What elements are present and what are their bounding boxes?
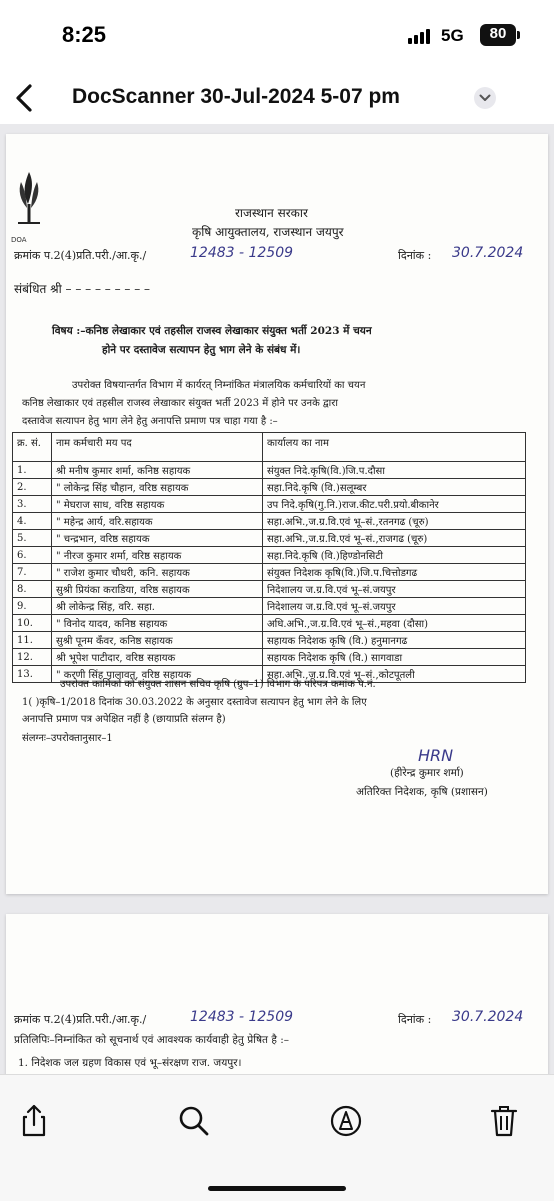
table-cell-serial: 3. [13, 496, 52, 513]
signature-scrawl: HRN [418, 746, 454, 765]
table-cell-employee: " चन्द्रभान, वरिष्ठ सहायक [52, 530, 263, 547]
table-row [13, 615, 526, 632]
table-cell-employee: " महेन्द्र आर्य, वरि.सहायक [52, 513, 263, 530]
paragraph-line-2: कनिष्ठ लेखाकार एवं तहसील राजस्व लेखाकार संयुक्त भर्ती 2023 में होने पर उनके द्वारा [22, 398, 338, 409]
date-label: दिनांक : [398, 249, 432, 262]
table-cell-employee: " विनोद यादव, कनिष्ठ सहायक [52, 615, 263, 632]
table-row [13, 632, 526, 649]
department-logo-icon [12, 168, 46, 238]
table-cell-office: सहा.अभि.,ज.ग्र.वि.एवं भू–सं.,राजगढ (चूरु) [263, 530, 526, 547]
subject-line-2: होने पर दस्तावेज सत्यापन हेतु भाग लेने के संबंध में। [102, 344, 301, 356]
date-value: 30.7.2024 [452, 245, 524, 261]
office-heading: कृषि आयुक्तालय, राजस्थान जयपुर [192, 225, 344, 239]
back-chevron-icon[interactable] [8, 78, 44, 118]
copy-intro-line: प्रतिलिपिः–निम्नांकित को सूचनार्थ एवं आवश्यक कार्यवाही हेतु प्रेषित है :– [14, 1034, 290, 1046]
table-row [13, 649, 526, 666]
table-cell-serial: 1. [13, 462, 52, 479]
status-bar [0, 0, 554, 72]
signer-name: (हीरेन्द्र कुमार शर्मा) [390, 767, 464, 779]
copy-reference-number: 12483 - 12509 [190, 1009, 294, 1025]
table-cell-serial: 2. [13, 479, 52, 496]
table-cell-office: उप निदे.कृषि(गु.नि.)राज.कीट.परी.प्रयो.बीकानेर [263, 496, 526, 513]
table-cell-employee: श्री मनीष कुमार शर्मा, कनिष्ठ सहायक [52, 462, 263, 479]
table-cell-employee: " लोकेन्द्र सिंह चौहान, वरिष्ठ सहायक [52, 479, 263, 496]
share-icon [14, 1101, 54, 1141]
table-row [13, 581, 526, 598]
reference-label: क्रमांक प.2(4)प्रति.परी./आ.कृ./ [14, 249, 147, 262]
document-page-2 [6, 914, 548, 1074]
table-cell-serial: 6. [13, 547, 52, 564]
table-cell-office: सहायक निदेशक कृषि (वि.) हनुमानगढ [263, 632, 526, 649]
enclosure-line: संलग्नः–उपरोक्तानुसार–1 [22, 733, 113, 744]
table-row [13, 564, 526, 581]
table-cell-serial: 7. [13, 564, 52, 581]
document-title[interactable]: DocScanner 30-Jul-2024 5-07 pm [72, 85, 400, 108]
table-cell-employee: श्री भूपेश पाटीदार, वरिष्ठ सहायक [52, 649, 263, 666]
note-line-3: अनापत्ति प्रमाण पत्र अपेक्षित नहीं है (छायाप्रति संलग्न है) [22, 714, 226, 725]
column-header-employee: नाम कर्मचारी मय पद [52, 433, 263, 462]
table-cell-serial: 5. [13, 530, 52, 547]
battery-icon [480, 24, 516, 46]
government-heading: राजस्थान सरकार [235, 206, 308, 220]
table-cell-serial: 13. [13, 666, 52, 683]
table-cell-serial: 11. [13, 632, 52, 649]
addressee-line: संबंधित श्री – – – – – – – – – [14, 282, 151, 296]
battery-tip [517, 31, 520, 39]
column-header-office: कार्यालय का नाम [263, 433, 526, 462]
column-header-serial: क्र. सं. [13, 433, 52, 462]
table-cell-office: निदेशालय ज.ग्र.वि.एवं भू–सं.जयपुर [263, 581, 526, 598]
table-cell-office: निदेशालय ज.ग्र.वि.एवं भू–सं.जयपुर [263, 598, 526, 615]
table-cell-office: संयुक्त निदेशक कृषि(वि.)जि.प.चित्तोडगढ [263, 564, 526, 581]
table-cell-serial: 8. [13, 581, 52, 598]
search-icon [174, 1101, 214, 1141]
table-row [13, 513, 526, 530]
table-cell-employee: " करणी सिंह पालावत्, वरिष्ठ सहायक [52, 666, 263, 683]
markup-icon [326, 1101, 366, 1141]
table-row [13, 530, 526, 547]
home-indicator[interactable] [208, 1186, 346, 1191]
cellular-signal-icon [408, 28, 434, 44]
search-button[interactable] [174, 1101, 214, 1141]
markup-button[interactable] [326, 1101, 366, 1141]
staff-table-body [13, 462, 526, 683]
table-cell-employee: " राजेश कुमार चौधरी, कनि. सहायक [52, 564, 263, 581]
table-row [13, 462, 526, 479]
table-cell-office: सहा.अभि.,ज.ग्र.वि.एवं भू–सं.,कोटपूतली [263, 666, 526, 683]
table-cell-office: अधि.अभि.,ज.ग्र.वि.एवं भू–सं.,महवा (दौसा) [263, 615, 526, 632]
table-cell-office: सहा.अभि.,ज.ग्र.वि.एवं भू–सं.,रतनगढ (चूरु) [263, 513, 526, 530]
logo-label: DOA [11, 236, 27, 244]
table-cell-employee: " नीरज कुमार शर्मा, वरिष्ठ सहायक [52, 547, 263, 564]
table-cell-office: सहा.निदे.कृषि (वि.)हिण्डोनसिटी [263, 547, 526, 564]
chevron-down-icon [479, 93, 491, 103]
title-menu-button[interactable] [474, 87, 496, 109]
battery-level: 80 [489, 25, 507, 42]
table-cell-serial: 9. [13, 598, 52, 615]
table-row [13, 547, 526, 564]
table-cell-office: सहायक निदेशक कृषि (वि.) सागवाडा [263, 649, 526, 666]
navigation-bar [0, 72, 554, 124]
table-row [13, 496, 526, 513]
document-viewer[interactable] [0, 124, 554, 1074]
table-cell-employee: श्री लोकेन्द्र सिंह, वरि. सहा. [52, 598, 263, 615]
paragraph-line-3: दस्तावेज सत्यापन हेतु भाग लेने हेतु अनापत्ति प्रमाण पत्र चाहा गया है :– [22, 416, 278, 427]
document-page-1 [6, 134, 548, 894]
table-cell-employee: सुश्री पूनम कँवर, कनिष्ठ सहायक [52, 632, 263, 649]
note-line-1: उपरोक्त कार्मिकों को संयुक्त शासन सचिव कृषि (ग्रुप–1) विभाग के परिपत्र कमांक प.नं. [60, 679, 376, 690]
copy-date-value: 30.7.2024 [452, 1009, 524, 1025]
copy-item-1: 1. निदेशक जल ग्रहण विकास एवं भू–संरक्षण राज. जयपुर। [18, 1057, 242, 1069]
table-row [13, 598, 526, 615]
status-time: 8:25 [62, 22, 107, 47]
bottom-toolbar [0, 1074, 554, 1201]
staff-table [12, 432, 526, 683]
trash-icon [484, 1101, 524, 1141]
copy-date-label: दिनांक : [398, 1013, 432, 1026]
table-cell-office: सहा.निदे.कृषि (वि.)सलूम्बर [263, 479, 526, 496]
signer-title: अतिरिक्त निदेशक, कृषि (प्रशासन) [356, 786, 488, 798]
table-cell-office: संयुक्त निदे.कृषि(वि.)जि.प.दौसा [263, 462, 526, 479]
table-header-row [13, 433, 526, 462]
table-cell-serial: 10. [13, 615, 52, 632]
table-cell-serial: 12. [13, 649, 52, 666]
network-type: 5G [441, 26, 464, 45]
table-cell-employee: " मेघराज साध, वरिष्ठ सहायक [52, 496, 263, 513]
share-button[interactable] [14, 1101, 54, 1141]
reference-number: 12483 - 12509 [190, 245, 294, 261]
table-cell-serial: 4. [13, 513, 52, 530]
note-line-2: 1( )कृषि–1/2018 दिनांक 30.03.2022 के अनुसार दस्तावेज सत्यापन हेतु भाग लेने के लिए [22, 697, 367, 708]
table-cell-employee: सुश्री प्रियंका कराडिया, वरिष्ठ सहायक [52, 581, 263, 598]
copy-reference-label: क्रमांक प.2(4)प्रति.परी./आ.कृ./ [14, 1013, 147, 1026]
subject-line-1: विषय :–कनिष्ठ लेखाकार एवं तहसील राजस्व लेखाकार संयुक्त भर्ती 2023 में चयन [52, 325, 372, 337]
delete-button[interactable] [484, 1101, 524, 1141]
paragraph-line-1: उपरोक्त विषयान्तर्गत विभाग में कार्यरत् निम्नांकित मंत्रालयिक कर्मचारियों का चयन [72, 380, 366, 391]
table-row [13, 479, 526, 496]
